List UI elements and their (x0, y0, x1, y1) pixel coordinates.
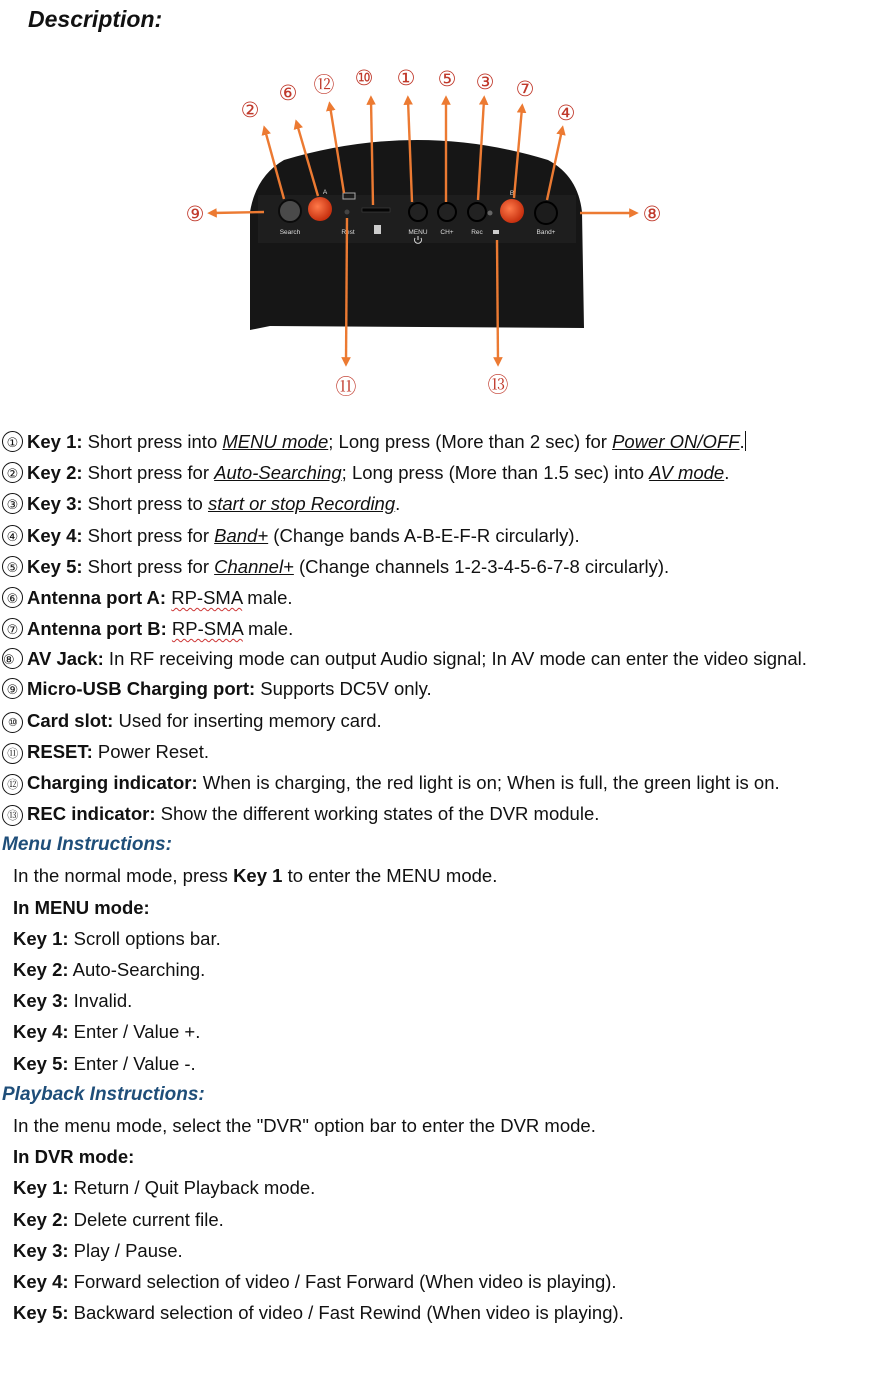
label-band-plus: Band+ (536, 229, 556, 236)
label-rest: Rest (341, 229, 355, 236)
callout-9: ⑨ (185, 202, 205, 226)
playback-item (2, 1297, 862, 1328)
number-badge: ① (2, 431, 23, 452)
menu-item (2, 923, 862, 954)
card-icon (374, 225, 381, 234)
description-text: male. (242, 618, 294, 640)
key-label: Key 4: (13, 1021, 69, 1043)
description-text: Supports DC5V only. (255, 678, 432, 700)
key-description (2, 767, 862, 798)
number-badge: ⑥ (2, 587, 23, 608)
description-text: ; Long press (More than 1.5 sec) into (341, 462, 650, 484)
reset-hole (345, 210, 350, 215)
menu-heading: Menu Instructions: (2, 834, 172, 856)
number-badge: ③ (2, 493, 23, 514)
callout-6: ⑥ (278, 81, 298, 105)
description-body (2, 426, 862, 1328)
key-label: Key 3: (27, 493, 83, 515)
menu-intro: In the normal mode, press Key 1 to enter the MENU mode. (13, 865, 498, 887)
item-text: Auto-Searching. (68, 959, 206, 980)
description-text: When is charging, the red light is on; When is full, the green light is on. (197, 771, 780, 793)
description-text: Show the different working states of the DVR module. (155, 803, 600, 825)
description-text: Short press to (82, 493, 208, 515)
key-description (2, 673, 862, 704)
playback-items (2, 1172, 862, 1328)
description-text: Short press for (82, 462, 215, 484)
callout-2: ② (240, 98, 260, 122)
number-badge: ⑫ (2, 774, 23, 795)
key-label: Key 1: (13, 1177, 69, 1199)
key-label: Card slot: (27, 709, 114, 731)
label-ch-plus: CH+ (440, 229, 454, 236)
key-description (2, 520, 862, 551)
antenna-port-a (308, 197, 332, 221)
callout-13: ⑬ (487, 373, 509, 397)
emphasis-text: AV mode (649, 462, 725, 484)
playback-heading: Playback Instructions: (2, 1083, 205, 1105)
callout-7: ⑦ (515, 77, 535, 101)
menu-item (2, 985, 862, 1016)
menu-mode-label: In MENU mode: (13, 896, 150, 918)
key-label: Antenna port B: (27, 618, 167, 640)
search-key (279, 200, 301, 222)
item-text: Forward selection of video / Fast Forward (When video is playing). (68, 1270, 617, 1292)
playback-intro: In the menu mode, select the "DVR" option bar to enter the DVR mode. (13, 1114, 596, 1136)
number-badge: ⑪ (2, 743, 23, 764)
callout-12: ⑫ (313, 73, 335, 97)
connector-text: RP-SMA (171, 586, 243, 608)
card-slot (362, 208, 390, 212)
key-description (2, 582, 862, 613)
callout-3: ③ (475, 70, 495, 94)
device-diagram (170, 60, 690, 405)
number-badge: ⑬ (2, 805, 23, 826)
rec-icon (493, 230, 499, 234)
key-3 (468, 203, 486, 221)
number-badge: ⑤ (2, 556, 23, 577)
description-text: In RF receiving mode can output Audio signal; In AV mode can enter the video signal. (103, 648, 807, 670)
key-description (2, 426, 862, 457)
arrow-13 (497, 240, 498, 362)
item-text: Enter / Value +. (68, 1021, 201, 1043)
callout-10: ⑩ (354, 66, 374, 90)
emphasis-text: Auto-Searching (214, 462, 342, 484)
key-description (2, 736, 862, 767)
number-badge: ② (2, 462, 23, 483)
key-label: Charging indicator: (27, 771, 198, 793)
description-text: . (739, 431, 745, 452)
description-text: male. (242, 586, 293, 608)
connector-text: RP-SMA (171, 618, 243, 640)
number-badge: ⑧ (2, 648, 23, 669)
item-text: Scroll options bar. (68, 927, 221, 949)
text-cursor (745, 431, 747, 451)
item-text: Play / Pause. (68, 1239, 183, 1261)
description-text: Used for inserting memory card. (113, 709, 382, 731)
label-b: B (509, 190, 515, 197)
callout-11: ⑪ (335, 375, 357, 399)
key-label: Key 1: (27, 431, 83, 452)
key-label: Antenna port A: (27, 586, 167, 608)
number-badge: ⑩ (2, 712, 23, 733)
key-label: Micro-USB Charging port: (27, 678, 256, 700)
item-text: Backward selection of video / Fast Rewind (When video is playing). (68, 1302, 624, 1324)
menu-item (2, 954, 862, 985)
playback-item (2, 1204, 862, 1235)
key-label: Key 2: (13, 959, 69, 980)
emphasis-text: Channel+ (214, 555, 294, 577)
key-label: Key 4: (27, 524, 83, 546)
key-description (2, 551, 862, 582)
label-rec: Rec (471, 229, 483, 236)
key-label: Key 1: (13, 927, 69, 949)
item-text: Invalid. (68, 990, 133, 1012)
callout-5: ⑤ (437, 67, 457, 91)
key-label: Key 5: (27, 555, 83, 577)
label-menu: MENU (408, 229, 428, 236)
label-a: A (322, 189, 328, 196)
key-5 (438, 203, 456, 221)
number-badge: ④ (2, 525, 23, 546)
arrow-9 (212, 212, 264, 213)
menu-item (2, 1016, 862, 1047)
key-description (2, 613, 862, 644)
item-text: Enter / Value -. (68, 1052, 196, 1074)
callout-1: ① (396, 66, 416, 90)
item-text: Delete current file. (68, 1208, 224, 1230)
key-4 (535, 202, 557, 224)
key-label: AV Jack: (27, 648, 104, 670)
key-label: REC indicator: (27, 803, 156, 825)
key-label: Key 2: (13, 1208, 69, 1230)
key-description (2, 457, 862, 488)
key-description (2, 705, 862, 736)
label-search: Search (279, 229, 301, 236)
key-description (2, 798, 862, 829)
key-label: Key 3: (13, 1239, 69, 1261)
description-text: (Change bands A-B-E-F-R circularly). (268, 524, 580, 546)
playback-item (2, 1172, 862, 1203)
key-label: Key 2: (27, 462, 83, 484)
playback-item (2, 1266, 862, 1297)
description-text: (Change channels 1-2-3-4-5-6-7-8 circularly). (293, 555, 670, 577)
rec-indicator (488, 211, 493, 216)
description-text: Short press for (82, 524, 215, 546)
key-1 (409, 203, 427, 221)
description-text: . (724, 462, 730, 484)
key-label: Key 5: (13, 1052, 69, 1074)
key-label: Key 5: (13, 1302, 69, 1324)
key-label: Key 3: (13, 990, 69, 1012)
description-text: Short press for (82, 555, 215, 577)
key-label: Key 4: (13, 1270, 69, 1292)
emphasis-text: Power ON/OFF (612, 431, 740, 452)
item-text: Return / Quit Playback mode. (68, 1177, 316, 1199)
emphasis-text: MENU mode (222, 431, 329, 452)
description-text: . (395, 493, 401, 515)
antenna-port-b (500, 199, 524, 223)
emphasis-text: start or stop Recording (207, 493, 396, 515)
key-list (2, 426, 862, 829)
playback-mode-label: In DVR mode: (13, 1146, 135, 1168)
callout-4: ④ (556, 101, 576, 125)
page-title: Description: (28, 6, 163, 32)
key-description (2, 644, 862, 673)
callout-8: ⑧ (642, 202, 662, 226)
description-text: Power Reset. (92, 740, 209, 762)
playback-item (2, 1235, 862, 1266)
menu-item (2, 1048, 862, 1079)
number-badge: ⑨ (2, 678, 23, 699)
key-label: RESET: (27, 740, 93, 762)
description-text: ; Long press (More than 2 sec) for (328, 431, 613, 452)
menu-items (2, 923, 862, 1079)
emphasis-text: Band+ (214, 524, 269, 546)
number-badge: ⑦ (2, 618, 23, 639)
description-text: Short press into (82, 431, 223, 452)
key-description (2, 488, 862, 519)
arrow-11 (346, 218, 347, 362)
